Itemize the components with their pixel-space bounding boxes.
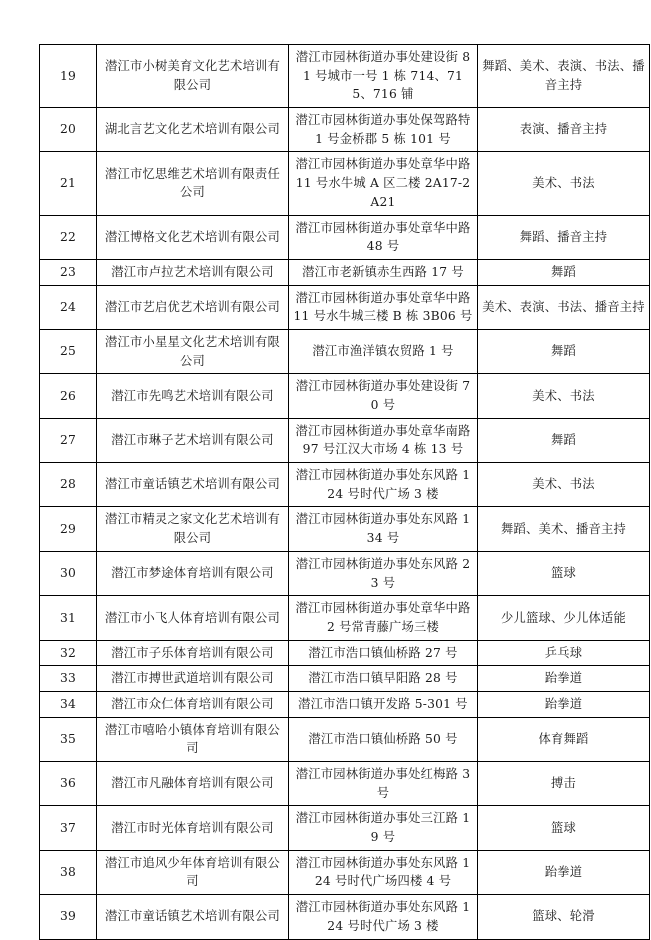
table-row — [40, 374, 650, 418]
table-row — [40, 895, 650, 939]
training-scope-cell: 舞蹈、美术、表演、书法、播音主持 — [478, 45, 650, 108]
row-number-cell: 24 — [40, 285, 97, 329]
training-scope-cell: 表演、播音主持 — [478, 108, 650, 152]
row-number-cell: 23 — [40, 259, 97, 285]
training-scope-cell: 跆拳道 — [478, 666, 650, 692]
training-scope-cell: 跆拳道 — [478, 691, 650, 717]
institution-address-cell: 潜江市园林街道办事处东风路 124 号时代广场 3 楼 — [289, 463, 478, 507]
training-scope-cell: 美术、书法 — [478, 463, 650, 507]
table-row — [40, 640, 650, 666]
training-scope-cell: 舞蹈、美术、播音主持 — [478, 507, 650, 551]
table-row — [40, 418, 650, 462]
institution-address-cell: 潜江市园林街道办事处东风路 124 号时代广场四楼 4 号 — [289, 850, 478, 894]
institution-address-cell: 潜江市浩口镇仙桥路 27 号 — [289, 640, 478, 666]
training-scope-cell: 少儿篮球、少儿体适能 — [478, 596, 650, 640]
institution-name-cell: 潜江市梦途体育培训有限公司 — [97, 551, 289, 595]
table-row — [40, 215, 650, 259]
training-scope-cell: 体育舞蹈 — [478, 717, 650, 761]
row-number-cell: 31 — [40, 596, 97, 640]
institution-name-cell: 潜江市童话镇艺术培训有限公司 — [97, 463, 289, 507]
institution-name-cell: 潜江博格文化艺术培训有限公司 — [97, 215, 289, 259]
table-row — [40, 285, 650, 329]
row-number-cell: 21 — [40, 152, 97, 215]
training-scope-cell: 乒乓球 — [478, 640, 650, 666]
institution-name-cell: 潜江市众仁体育培训有限公司 — [97, 691, 289, 717]
institution-name-cell: 潜江市小树美育文化艺术培训有限公司 — [97, 45, 289, 108]
training-scope-cell: 美术、表演、书法、播音主持 — [478, 285, 650, 329]
table-row — [40, 463, 650, 507]
table-row — [40, 717, 650, 761]
row-number-cell: 35 — [40, 717, 97, 761]
training-scope-cell: 篮球 — [478, 551, 650, 595]
training-scope-cell: 美术、书法 — [478, 152, 650, 215]
training-scope-cell: 舞蹈、播音主持 — [478, 215, 650, 259]
institution-address-cell: 潜江市园林街道办事处东风路 134 号 — [289, 507, 478, 551]
registry-table-body — [40, 45, 650, 940]
institution-name-cell: 潜江市子乐体育培训有限公司 — [97, 640, 289, 666]
training-scope-cell: 舞蹈 — [478, 259, 650, 285]
table-row — [40, 596, 650, 640]
training-scope-cell: 搏击 — [478, 762, 650, 806]
institution-address-cell: 潜江市园林街道办事处建设街 81 号城市一号 1 栋 714、715、716 铺 — [289, 45, 478, 108]
institution-name-cell: 潜江市嘻哈小镇体育培训有限公司 — [97, 717, 289, 761]
institution-name-cell: 潜江市精灵之家文化艺术培训有限公司 — [97, 507, 289, 551]
training-scope-cell: 美术、书法 — [478, 374, 650, 418]
table-row — [40, 762, 650, 806]
table-row — [40, 152, 650, 215]
institution-address-cell: 潜江市园林街道办事处章华中路 11 号水牛城三楼 B 栋 3B06 号 — [289, 285, 478, 329]
institution-address-cell: 潜江市浩口镇早阳路 28 号 — [289, 666, 478, 692]
institution-name-cell: 潜江市追风少年体育培训有限公司 — [97, 850, 289, 894]
training-scope-cell: 篮球 — [478, 806, 650, 850]
row-number-cell: 20 — [40, 108, 97, 152]
registry-table-container — [39, 44, 645, 940]
institution-name-cell: 潜江市童话镇艺术培训有限公司 — [97, 895, 289, 939]
institution-address-cell: 潜江市浩口镇仙桥路 50 号 — [289, 717, 478, 761]
row-number-cell: 33 — [40, 666, 97, 692]
institution-address-cell: 潜江市渔洋镇农贸路 1 号 — [289, 329, 478, 373]
institution-name-cell: 潜江市时光体育培训有限公司 — [97, 806, 289, 850]
row-number-cell: 19 — [40, 45, 97, 108]
institution-address-cell: 潜江市园林街道办事处章华中路 11 号水牛城 A 区二楼 2A17-2A21 — [289, 152, 478, 215]
table-row — [40, 329, 650, 373]
institution-address-cell: 潜江市园林街道办事处东风路 124 号时代广场 3 楼 — [289, 895, 478, 939]
row-number-cell: 25 — [40, 329, 97, 373]
table-row — [40, 691, 650, 717]
training-scope-cell: 舞蹈 — [478, 329, 650, 373]
training-scope-cell: 篮球、轮滑 — [478, 895, 650, 939]
institution-name-cell: 潜江市卢拉艺术培训有限公司 — [97, 259, 289, 285]
row-number-cell: 38 — [40, 850, 97, 894]
table-row — [40, 507, 650, 551]
row-number-cell: 29 — [40, 507, 97, 551]
row-number-cell: 28 — [40, 463, 97, 507]
row-number-cell: 22 — [40, 215, 97, 259]
row-number-cell: 36 — [40, 762, 97, 806]
table-row — [40, 259, 650, 285]
row-number-cell: 27 — [40, 418, 97, 462]
table-row — [40, 666, 650, 692]
institution-address-cell: 潜江市园林街道办事处保驾路特 1 号金桥郡 5 栋 101 号 — [289, 108, 478, 152]
institution-name-cell: 潜江市搏世武道培训有限公司 — [97, 666, 289, 692]
registry-table — [39, 44, 650, 940]
row-number-cell: 37 — [40, 806, 97, 850]
table-row — [40, 850, 650, 894]
institution-address-cell: 潜江市老新镇赤生西路 17 号 — [289, 259, 478, 285]
row-number-cell: 39 — [40, 895, 97, 939]
institution-address-cell: 潜江市园林街道办事处建设街 70 号 — [289, 374, 478, 418]
institution-name-cell: 潜江市凡融体育培训有限公司 — [97, 762, 289, 806]
institution-name-cell: 潜江市小飞人体育培训有限公司 — [97, 596, 289, 640]
training-scope-cell: 跆拳道 — [478, 850, 650, 894]
row-number-cell: 32 — [40, 640, 97, 666]
institution-address-cell: 潜江市园林街道办事处章华中路 2 号常青藤广场三楼 — [289, 596, 478, 640]
institution-address-cell: 潜江市园林街道办事处红梅路 3 号 — [289, 762, 478, 806]
institution-address-cell: 潜江市园林街道办事处章华中路 48 号 — [289, 215, 478, 259]
institution-address-cell: 潜江市浩口镇开发路 5-301 号 — [289, 691, 478, 717]
table-row — [40, 806, 650, 850]
institution-name-cell: 潜江市小星星文化艺术培训有限公司 — [97, 329, 289, 373]
institution-name-cell: 潜江市先鸣艺术培训有限公司 — [97, 374, 289, 418]
institution-name-cell: 潜江市忆思维艺术培训有限责任公司 — [97, 152, 289, 215]
table-row — [40, 551, 650, 595]
institution-address-cell: 潜江市园林街道办事处东风路 23 号 — [289, 551, 478, 595]
institution-name-cell: 潜江市琳子艺术培训有限公司 — [97, 418, 289, 462]
institution-name-cell: 潜江市艺启优艺术培训有限公司 — [97, 285, 289, 329]
institution-address-cell: 潜江市园林街道办事处三江路 19 号 — [289, 806, 478, 850]
table-row — [40, 45, 650, 108]
institution-address-cell: 潜江市园林街道办事处章华南路 97 号江汉大市场 4 栋 13 号 — [289, 418, 478, 462]
training-scope-cell: 舞蹈 — [478, 418, 650, 462]
row-number-cell: 30 — [40, 551, 97, 595]
institution-name-cell: 湖北言艺文化艺术培训有限公司 — [97, 108, 289, 152]
table-row — [40, 108, 650, 152]
row-number-cell: 26 — [40, 374, 97, 418]
row-number-cell: 34 — [40, 691, 97, 717]
